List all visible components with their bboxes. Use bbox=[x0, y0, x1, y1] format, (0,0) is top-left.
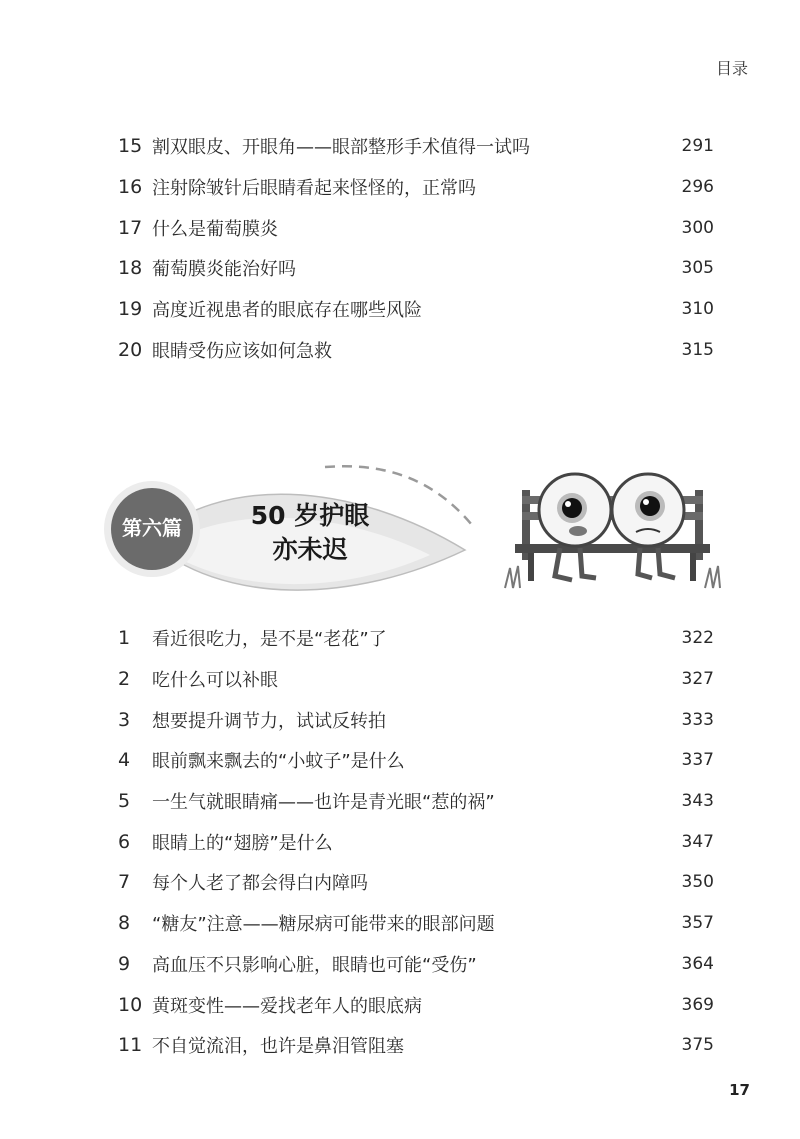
toc-entry-page: 315 bbox=[681, 339, 714, 360]
toc-entry-number: 5 bbox=[118, 790, 131, 813]
page-number: 17 bbox=[729, 1081, 750, 1099]
toc-entry-page: 322 bbox=[681, 628, 714, 649]
toc-entry-title: 不自觉流泪，也许是鼻泪管阻塞 bbox=[152, 1036, 404, 1058]
toc-entry[interactable] bbox=[118, 903, 714, 944]
toc-entry-page: 347 bbox=[681, 831, 714, 852]
toc-entry-page: 310 bbox=[681, 299, 714, 320]
toc-entry-number: 2 bbox=[118, 668, 131, 691]
toc-entry-number: 10 bbox=[118, 993, 143, 1016]
toc-entry-title: 什么是葡萄膜炎 bbox=[152, 218, 278, 240]
toc-entry-title: 高血压不只影响心脏，眼睛也可能“受伤” bbox=[152, 954, 477, 976]
toc-entry[interactable] bbox=[118, 781, 714, 822]
toc-entry[interactable] bbox=[118, 740, 714, 781]
toc-entry[interactable] bbox=[118, 329, 714, 370]
toc-entry-number: 19 bbox=[118, 298, 143, 321]
toc-entry[interactable] bbox=[118, 248, 714, 289]
eyeball-bench-illustration bbox=[500, 468, 725, 593]
toc-entry-number: 20 bbox=[118, 338, 143, 361]
toc-entry[interactable] bbox=[118, 618, 714, 659]
toc-entry-number: 15 bbox=[118, 135, 143, 158]
toc-entry-number: 9 bbox=[118, 952, 131, 975]
toc-entry-page: 357 bbox=[681, 913, 714, 934]
toc-entry[interactable] bbox=[118, 167, 714, 208]
toc-entry-title: 割双眼皮、开眼角——眼部整形手术值得一试吗 bbox=[152, 137, 530, 159]
toc-entry-title: 黄斑变性——爱找老年人的眼底病 bbox=[152, 995, 422, 1017]
section-badge: 第六篇 bbox=[122, 516, 182, 540]
toc-entry-page: 343 bbox=[681, 791, 714, 812]
toc-entry[interactable] bbox=[118, 944, 714, 985]
toc-list-part1 bbox=[118, 126, 714, 370]
section-banner bbox=[100, 455, 480, 615]
toc-entry-number: 11 bbox=[118, 1034, 143, 1057]
toc-entry[interactable] bbox=[118, 659, 714, 700]
toc-entry-title: 眼睛受伤应该如何急救 bbox=[152, 340, 332, 362]
toc-entry-title: 看近很吃力，是不是“老花”了 bbox=[152, 629, 387, 651]
toc-entry[interactable] bbox=[118, 862, 714, 903]
toc-entry[interactable] bbox=[118, 126, 714, 167]
toc-entry-number: 6 bbox=[118, 830, 131, 853]
toc-entry-number: 7 bbox=[118, 871, 131, 894]
toc-entry-page: 305 bbox=[681, 258, 714, 279]
toc-entry-page: 333 bbox=[681, 709, 714, 730]
toc-entry-title: 想要提升调节力，试试反转拍 bbox=[152, 710, 386, 732]
toc-entry[interactable] bbox=[118, 207, 714, 248]
toc-entry-number: 3 bbox=[118, 708, 131, 731]
toc-entry-page: 300 bbox=[681, 217, 714, 238]
section-title-line2: 亦未迟 bbox=[272, 535, 348, 564]
toc-entry-number: 1 bbox=[118, 627, 131, 650]
toc-entry-page: 364 bbox=[681, 953, 714, 974]
toc-entry-page: 291 bbox=[681, 136, 714, 157]
toc-entry-title: 眼前飘来飘去的“小蚊子”是什么 bbox=[152, 751, 405, 773]
toc-entry-page: 350 bbox=[681, 872, 714, 893]
toc-entry[interactable] bbox=[118, 984, 714, 1025]
toc-entry-title: 吃什么可以补眼 bbox=[152, 670, 278, 692]
toc-entry[interactable] bbox=[118, 1025, 714, 1066]
toc-entry-page: 375 bbox=[681, 1035, 714, 1056]
toc-entry-title: 每个人老了都会得白内障吗 bbox=[152, 873, 368, 895]
section-title bbox=[220, 499, 400, 567]
toc-entry-page: 369 bbox=[681, 994, 714, 1015]
toc-entry[interactable] bbox=[118, 699, 714, 740]
toc-entry-page: 337 bbox=[681, 750, 714, 771]
toc-entry[interactable] bbox=[118, 821, 714, 862]
toc-entry-title: 葡萄膜炎能治好吗 bbox=[152, 259, 296, 281]
section-title-line1: 50 岁护眼 bbox=[250, 501, 370, 530]
toc-entry-title: 注射除皱针后眼睛看起来怪怪的，正常吗 bbox=[152, 178, 476, 200]
toc-entry-number: 17 bbox=[118, 216, 143, 239]
eyeball-characters-icon bbox=[500, 468, 725, 593]
running-header: 目录 bbox=[715, 59, 748, 78]
toc-entry-number: 18 bbox=[118, 257, 143, 280]
toc-entry-page: 296 bbox=[681, 177, 714, 198]
toc-entry-title: 一生气就眼睛痛——也许是青光眼“惹的祸” bbox=[152, 792, 495, 814]
toc-entry-page: 327 bbox=[681, 669, 714, 690]
toc-entry-number: 8 bbox=[118, 912, 131, 935]
toc-entry-title: 高度近视患者的眼底存在哪些风险 bbox=[152, 300, 422, 322]
toc-entry-number: 4 bbox=[118, 749, 131, 772]
toc-entry-title: “糖友”注意——糖尿病可能带来的眼部问题 bbox=[152, 914, 495, 936]
toc-entry-number: 16 bbox=[118, 176, 143, 199]
toc-entry[interactable] bbox=[118, 289, 714, 330]
toc-entry-title: 眼睛上的“翅膀”是什么 bbox=[152, 832, 333, 854]
toc-list-part2 bbox=[118, 618, 714, 1066]
